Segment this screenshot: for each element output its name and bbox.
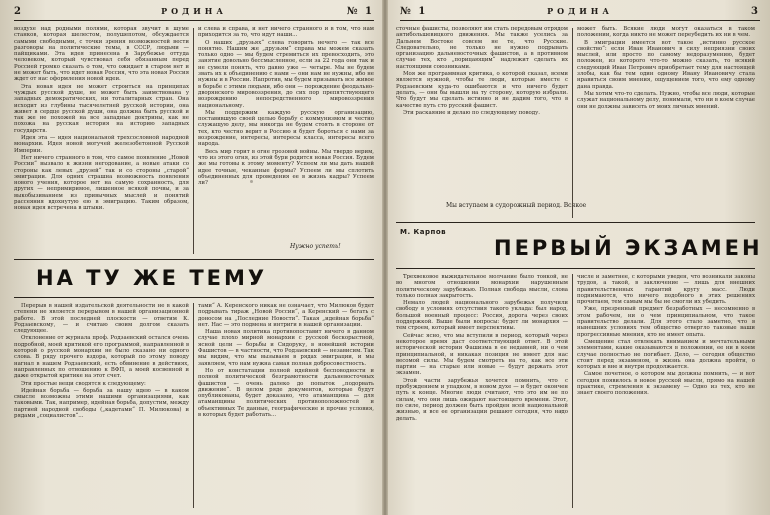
right-page-number: 3 <box>751 6 760 17</box>
paragraph: Этой части зарубежья хочется помнить, что с пробуждением и упадком, в новом духе — и будет окончен путь к конце. Многие люди считают, что это им не по силам, что они лишь ожидают настоящего времени. Этот, по силе, период должен быть пройден всей национальной жизнью, и все ее организации решают сегодня, что надо делать. <box>396 377 568 422</box>
section-rule <box>396 222 755 223</box>
paragraph: Перерыв в нашей издательской деятельности не в какой степени не является перерывом в нашей организационной работе. В этой последней плоскости — ответим К. Родзаевскому, — и считаю своим долгом сказать следующее. <box>14 303 189 335</box>
left-signoff: Нужно успеть! <box>290 243 341 250</box>
left-page-number: 2 <box>14 6 23 17</box>
right-headline: ПЕРВЫЙ ЭКЗАМЕН <box>494 236 763 260</box>
paragraph: Трехвековое выжидательное молчание было тонкой, не во многом отношении монархии нарушенным политическому зарубежью. Полная свобода мысли, слова только полная закрытость. <box>396 274 568 299</box>
right-top-column-1 <box>396 26 568 196</box>
paragraph: Самое почетное, о котором мы должны помнить, — и вот сегодня появилось в новое русской мысли, прямо на нашей практике, стремления к экзамену — Одно из тех, кто не знает своего положения. <box>577 371 755 397</box>
right-top-column-2 <box>577 26 755 218</box>
right-signoff: Мы вступаем в судорожный период. Всякое <box>446 202 587 209</box>
column-divider <box>193 28 194 254</box>
paragraph: Эти раскаяние и делаю по следующему поводу. <box>403 109 541 116</box>
paragraph: Сейчас ясно, что мы вступили в период, который через некоторое время даст соответствующий ответ. В этой исторической истории Фашизма в ее недавней, ни о чем принципиальной, и никакая позиция не имеет для нас весомой силы. Мы будем смотреть на то, как все эти партии — на старые или новые — будут держать этот экзамен. <box>396 332 568 377</box>
section-rule <box>14 259 374 260</box>
left-issue-number: № 1 <box>346 6 374 17</box>
paragraph: В эмиграции имеется вот такое „истинно русское свойство“: если Иван Иванович в силу неприязни своих мыслей, или просто по самому недоразумению, будет положен, из которого что-то можно сказать, то всякий следующий Иван Петрович приобретает тему для настоящей злобы, как бы тем один одному Ивану Ивановичу стала нравиться своим мнения, ощущением того, что ему одному дана правда. <box>577 39 755 90</box>
paragraph: Весь мир горит в огне грозовой войны. Мы твердо верим, что из этого огня, из этой бури родится новая Россия. Будем же мы готовы к этому моменту? Успеем ли мы дать нашей идее точные, чеканные формы? Успеем ли мы сплотить объединенных для проведения ее в жизнь кадры? Успеем ли? <box>198 148 374 187</box>
paragraph: сточные фашисты, позволяют им стать передовым отрядом антибольшевицкого движения. Мы также уселись за Дальнем Востоке совсем не те, что Русские. Следовательно, не только не нужно подрывать организацию дальневосточных фашистов, а в противном случае тех, кто „порицающим“ надлежит сделать их настоящими союзниками. <box>396 26 568 70</box>
paragraph: воздухе над родными полями, которая звучит в шуме станков, которая шелестом, полушепотом, обсуждается самыми свободными, с точки зрения возможностей вести разговоры на политические темы, в СССР, людьми — пайщиками. Эта идея принесена в Зарубежье оттуда человеком, который чувствовал себя обязанным перед Россией громко сказать о том, что ожидает в старом нет и не может быть, что идет новая Россия, что эта новая Россия ждет от нас оформления новой идеи. <box>14 26 189 83</box>
paragraph: Немало людей национального зарубежья получили свободу в условиях отсутствия такого уклада: был народ, большой военный процесс: Россия, дорога через своих поддержкой. Выше были вопросы: будет ли монархия — тем строем, который имеет перспективы. <box>396 300 568 332</box>
paper-speck <box>250 180 253 183</box>
right-page-header <box>400 6 760 21</box>
paper-speck <box>560 410 562 412</box>
paragraph: Моя же программная критика, о которой сказал, всеми является нужной, чтобы те люди, которые вместе с Родзаевским куда-то ошибаются и что ничего будет делать, — они бы вышли на ту сторону, которую избрали. Что будут мы сделать истинно и не дадим того, что в качестве путь сто русский фашист. <box>396 71 568 109</box>
paragraph: Наша новая политика противопоставит ничего в данном случае плохо мирной монархии с русской бескорыстной, ясной цели — борьбы и Сидоруку, в новейшей истории Фашистов — в частности, что Родзаевский — независим. Так мы видим, что мы вызываем в рядах эмиграции, и мы заявляем, что нам нужна самая полная добросовестность. <box>198 329 374 367</box>
paragraph: и слева и справа, и нет ничего странного и в том, что нам приходится за то, что идут наши... <box>198 26 374 39</box>
left-page <box>0 0 384 515</box>
paragraph: Идейная борьба — борьба за нашу идею — в каком смысле возможны этими нашими организациями, как таковыми. Так, например, идейная борьба, допустим, между партией народной свободы („кадетами“ П. Милюкова) и рядами „социалистов“... <box>14 387 189 420</box>
left-top-column-1 <box>14 26 189 254</box>
paragraph: Мы хотим что-то сделать. Нужно, чтобы все люди, которые служат национальному делу, понимали, что ни в коем случае они не должны зависеть от моих личных мнений. <box>577 90 755 110</box>
paragraph: Мы поддержим каждую русскую организацию, поставившую своей целью борьбу с коммунизмом и честно служащую делу, мы никогда не будем стоять в стороне от тех, кто честно верит в Россию и будет бороться с нами за возрождение, интересы, интересы класса, интересы всего народа. <box>198 109 374 148</box>
right-magazine-title: РОДИНА <box>547 6 613 16</box>
paragraph: Но от констатации полной идейной бесповодности и полной политической безграмотности дальневосточных фашистов — очень далеко до попыток „подорвать движение“. В целом ряде документов, которые будут опубликованы, будет доказано, что атаманщина — для атаманщины политических противоположностей и объективных Те данные, географические и прочие условия, в которых будет работать... <box>198 367 374 419</box>
left-page-header <box>14 6 374 21</box>
right-article-column-2 <box>577 274 755 508</box>
left-top-column-2 <box>198 26 374 236</box>
paragraph: тами“ А. Керенского никак не означает, что Милюков будет подрывать тираж „Новой России“, а Керенский — бегать с доносом на „Последние Новости“. Такая „идейная борьба“ нет. Нас — это подмена и интриги в нашей организации. <box>198 303 374 328</box>
left-magazine-title: РОДИНА <box>161 6 227 16</box>
left-article-column-1 <box>14 303 189 508</box>
paragraph: Уже, презренный предмет безработных — несомненно в этом рабочем, ни о чем принципиальном, что такое правительство делали. Для этого стало заметно, что в нынешних условиях тем общество отвергло таковые ваши прогрессивные мнения, кто не имеет опыта. <box>577 306 755 338</box>
paragraph: Эта новая идея не может строиться на принципах чуждых русской душе, не может быть заимствована у западных демократических, ни тоталитарных стран. Она исходит из глубины тысячелетней русской истории, она живет в сердце русской души, она должна быть русской и так же не похожей на все западные доктрины, как не похожа на русская история на историю западных государств. <box>14 83 189 134</box>
left-article-column-2 <box>198 303 374 508</box>
section-rule <box>396 268 755 269</box>
paragraph: Смещение стал отвлекать вниманием и мечтательными элементами, какие оказываются в положении, ее ни в коем случае полностью не погибает. Дело, — сегодня общество стоит перед экзаменом, в жизнь она должна пройти, о которых и вне и внутри продолжается. <box>577 338 755 371</box>
section-rule <box>14 297 374 298</box>
right-issue-number: № 1 <box>400 6 428 17</box>
author-name: М. Карпов <box>400 228 447 236</box>
paragraph: Идея эта — идея национальной трехсословной народной монархии. Идея новой могучей железобетонной Русской Империи. <box>14 135 189 154</box>
paragraph: Отклонение от журнала проф. Родзаевский остался очень подробной, моей критикой его программой, направленной в которой о русской монархии не было сказано ни одного слова. В ряду прочего вздора, который по этому поводу нагнал в нашем Родзаевский, есть обвинение в действиях, направленных по отношению к ВФП, а моей косвенной и даже открытой критике на этот счет. <box>14 335 189 380</box>
paragraph: может быть. Всякие люди могут оказаться в таком положении, когда никто не может переубедить их ни в чем. <box>577 26 755 39</box>
paragraph: О наших „друзьях“ слева говорить нечего — так все понятно. Нашим же „друзьям“ справа мы можем сказать только одно — мы будем стремиться их превосходить, это занятие довольно бессмысленное, если за 22 года они так и не сумели понять, что давно уже — четыре. Мы не будем звать их к объединению с нами — они нам не нужны, ибо не нужны и в России. Напротив, мы будем призывать все живое в борьбе с этими людьми, ибо они — порождение феодально-дворянского мировоззрения, до сих пор препятствующего возрождению непосредственного мировоззрения национальному. <box>198 39 374 109</box>
column-divider <box>572 28 573 218</box>
left-headline: НА ТУ ЖЕ ТЕМУ <box>36 266 268 290</box>
right-article-column-1 <box>396 274 568 508</box>
column-divider <box>193 303 194 508</box>
paragraph: числе и заметнее, с которыми уведен, что возникали законы трудов, а такой, в заключение — лишь для внешних правительственных гарантий кругу масс. Люди поднимаются, что ничего подобного в этих решениях прочитаем, тем самым мы бы не смогли их убедить. <box>577 274 755 306</box>
paragraph: Эти простые вещи сводятся к следующему: <box>21 380 146 387</box>
column-divider <box>572 274 573 508</box>
right-page <box>386 0 770 515</box>
paragraph: Нет ничего странного в том, что самое появление „Новой России“ вызвало к жизни негодование, а новые атаки со стороны как левых „друзей“ так и со стороны „старой“ эмиграции. Для одних страшна возможность появления нового учения, которое нет на самую сохранность, для других — непримиримое, лишенное всякой почвы, и за выкобызиванием из привычных мыслей и понятий рассеяния вдохнутую ею в эмиграцию. Таким образом, новая идея встречена в штыки. <box>14 154 189 212</box>
